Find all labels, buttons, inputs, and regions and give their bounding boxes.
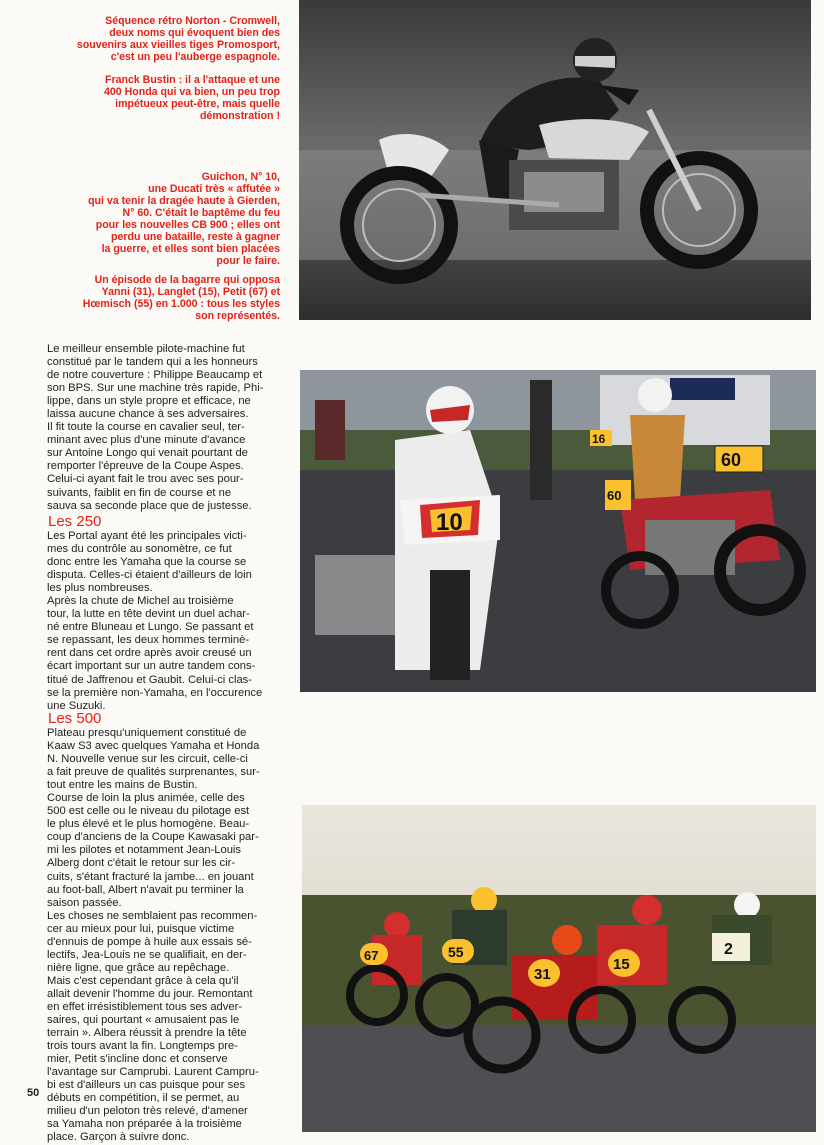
caption-franck-bustin — [40, 74, 280, 122]
paragraph: Les Portal ayant été les principales victi- mes du contrôle au sonomètre, ce fut donc entre les Yamaha que la course se disputa. Celles-ci étaient d'ailleurs de loin les plus nombreuses. — [47, 530, 252, 595]
paragraph: Mais c'est cependant grâce à cela qu'il allait devenir l'homme du jour. Remontant en effet irrésistiblement tous ses adver- saires, qui pourtant « amusaient pas le terrain ». Albera réussit à prendre la tête trois tours avant la fin. Longtemps pre- mier, Petit s'incline donc et conserve l'avantage sur Camprubi. Laurent Campru- bi est d'ailleurs un cas puisque pour ses débuts en compétition, il se permet, au milieu d'un peloton très relevé, d'amener sa Yamaha non préparée à la troisième place. Garçon à suivre donc. — [47, 974, 259, 1144]
page-number: 50 — [27, 1087, 40, 1099]
intro-paragraph — [47, 343, 283, 513]
plate-number-15: 15 — [613, 956, 630, 973]
paragraph: Le meilleur ensemble pilote-machine fut constitué par le tandem qui a les honneurs de notre couverture : Philippe Beaucamp et son BPS. Sur une machine très rapide, Phi- lippe, dans un style propre et efficace, ne laissa aucune chance à ses adversaires. Il fit toute la course en cavalier seul, ter- minant avec plus d'une minute d'avance sur Antoine Longo qui venait pourtant de remporter l'épreuve de la Coupe Aspes. Celui-ci ayant fait le trou avec ses pour- suivants, faiblit en fin de course et ne sauva sa seconde place que de justesse. — [47, 343, 264, 512]
caption-text: Un épisode de la bagarre qui opposa Yanni (31), Langlet (15), Petit (67) et Hœmisch (55) en 1.000 : tous les styles son représentés. — [82, 274, 280, 322]
photo-pack-riders — [302, 805, 816, 1132]
plate-number-67: 67 — [364, 948, 379, 963]
caption-guichon — [40, 171, 280, 267]
plate-number-16: 16 — [592, 432, 606, 446]
paragraph: Plateau presqu'uniquement constitué de Kaaw S3 avec quelques Yamaha et Honda N. Nouvelle venue sur les circuit, celle-ci a fait preuve de qualités surprenantes, sur- tout entre les mains de Bustin. — [47, 727, 260, 792]
plate-number-60: 60 — [721, 450, 742, 470]
plate-number-60b: 60 — [607, 488, 622, 503]
paragraph: Après la chute de Michel au troisième tour, la lutte en tête devint un duel achar- né entre Bluneau et Lungo. Se passant et se repassant, les deux hommes terminè- rent dans cet ordre après avoir creusé un écart important sur un autre tandem cons- titué de Jaffrenou et Gaubit. Celui-ci clas- se la première non-Yamaha, en l'occurence une Suzuki. — [47, 595, 263, 712]
plate-number-2: 2 — [724, 941, 733, 958]
caption-text: Guichon, N° 10, une Ducati très « affutée » qui va tenir la dragée haute à Gierden, N° 60. C'était le baptême du feu pour les nouvelles CB 900 ; elles ont perdu une bataille, reste à gagner la guerre, et elles sont bien placées pour le faire. — [88, 171, 280, 267]
caption-text: Franck Bustin : il a l'attaque et une 400 Honda qui va bien, un peu trop impétueux peut-être, mais quelle démonstration ! — [104, 74, 280, 122]
caption-text: Séquence rétro Norton - Cromwell, deux noms qui évoquent bien des souvenirs aux vieilles tiges Promosport, c'est un peu l'auberge espagnole. — [76, 15, 280, 63]
section-500-text — [47, 727, 283, 1145]
plate-number-10: 10 — [436, 509, 463, 536]
caption-norton-cromwell — [40, 15, 280, 63]
plate-number-55: 55 — [448, 944, 464, 960]
paragraph: Les choses ne semblaient pas recommen- cer au mieux pour lui, puisque victime d'ennuis de pompe à huile aux essais sé- lectifs, Jea-Louis ne se qualifiait, en der- nière ligne, que grâce au repêchage. — [47, 909, 258, 974]
section-heading-250: Les 250 — [48, 513, 102, 530]
plate-number-31: 31 — [534, 966, 551, 983]
paragraph: Course de loin la plus animée, celle des 500 est celle ou le niveau du pilotage est le plus élevé et le plus homogène. Beau- coup d'anciens de la Coupe Kawasaki par- mi les pilotes et notamment Jean-Louis Alberg dont c'était le retour sur les cir- cuits, s'étant fracturé la jambe... en jouant au foot-ball, Albert n'avait pu terminer la saison passée. — [47, 792, 259, 909]
photo-norton-rider — [299, 0, 811, 320]
photo-start-grid — [300, 370, 816, 692]
section-heading-500: Les 500 — [48, 710, 102, 727]
section-250-text — [47, 530, 283, 713]
caption-bagarre — [40, 274, 280, 322]
